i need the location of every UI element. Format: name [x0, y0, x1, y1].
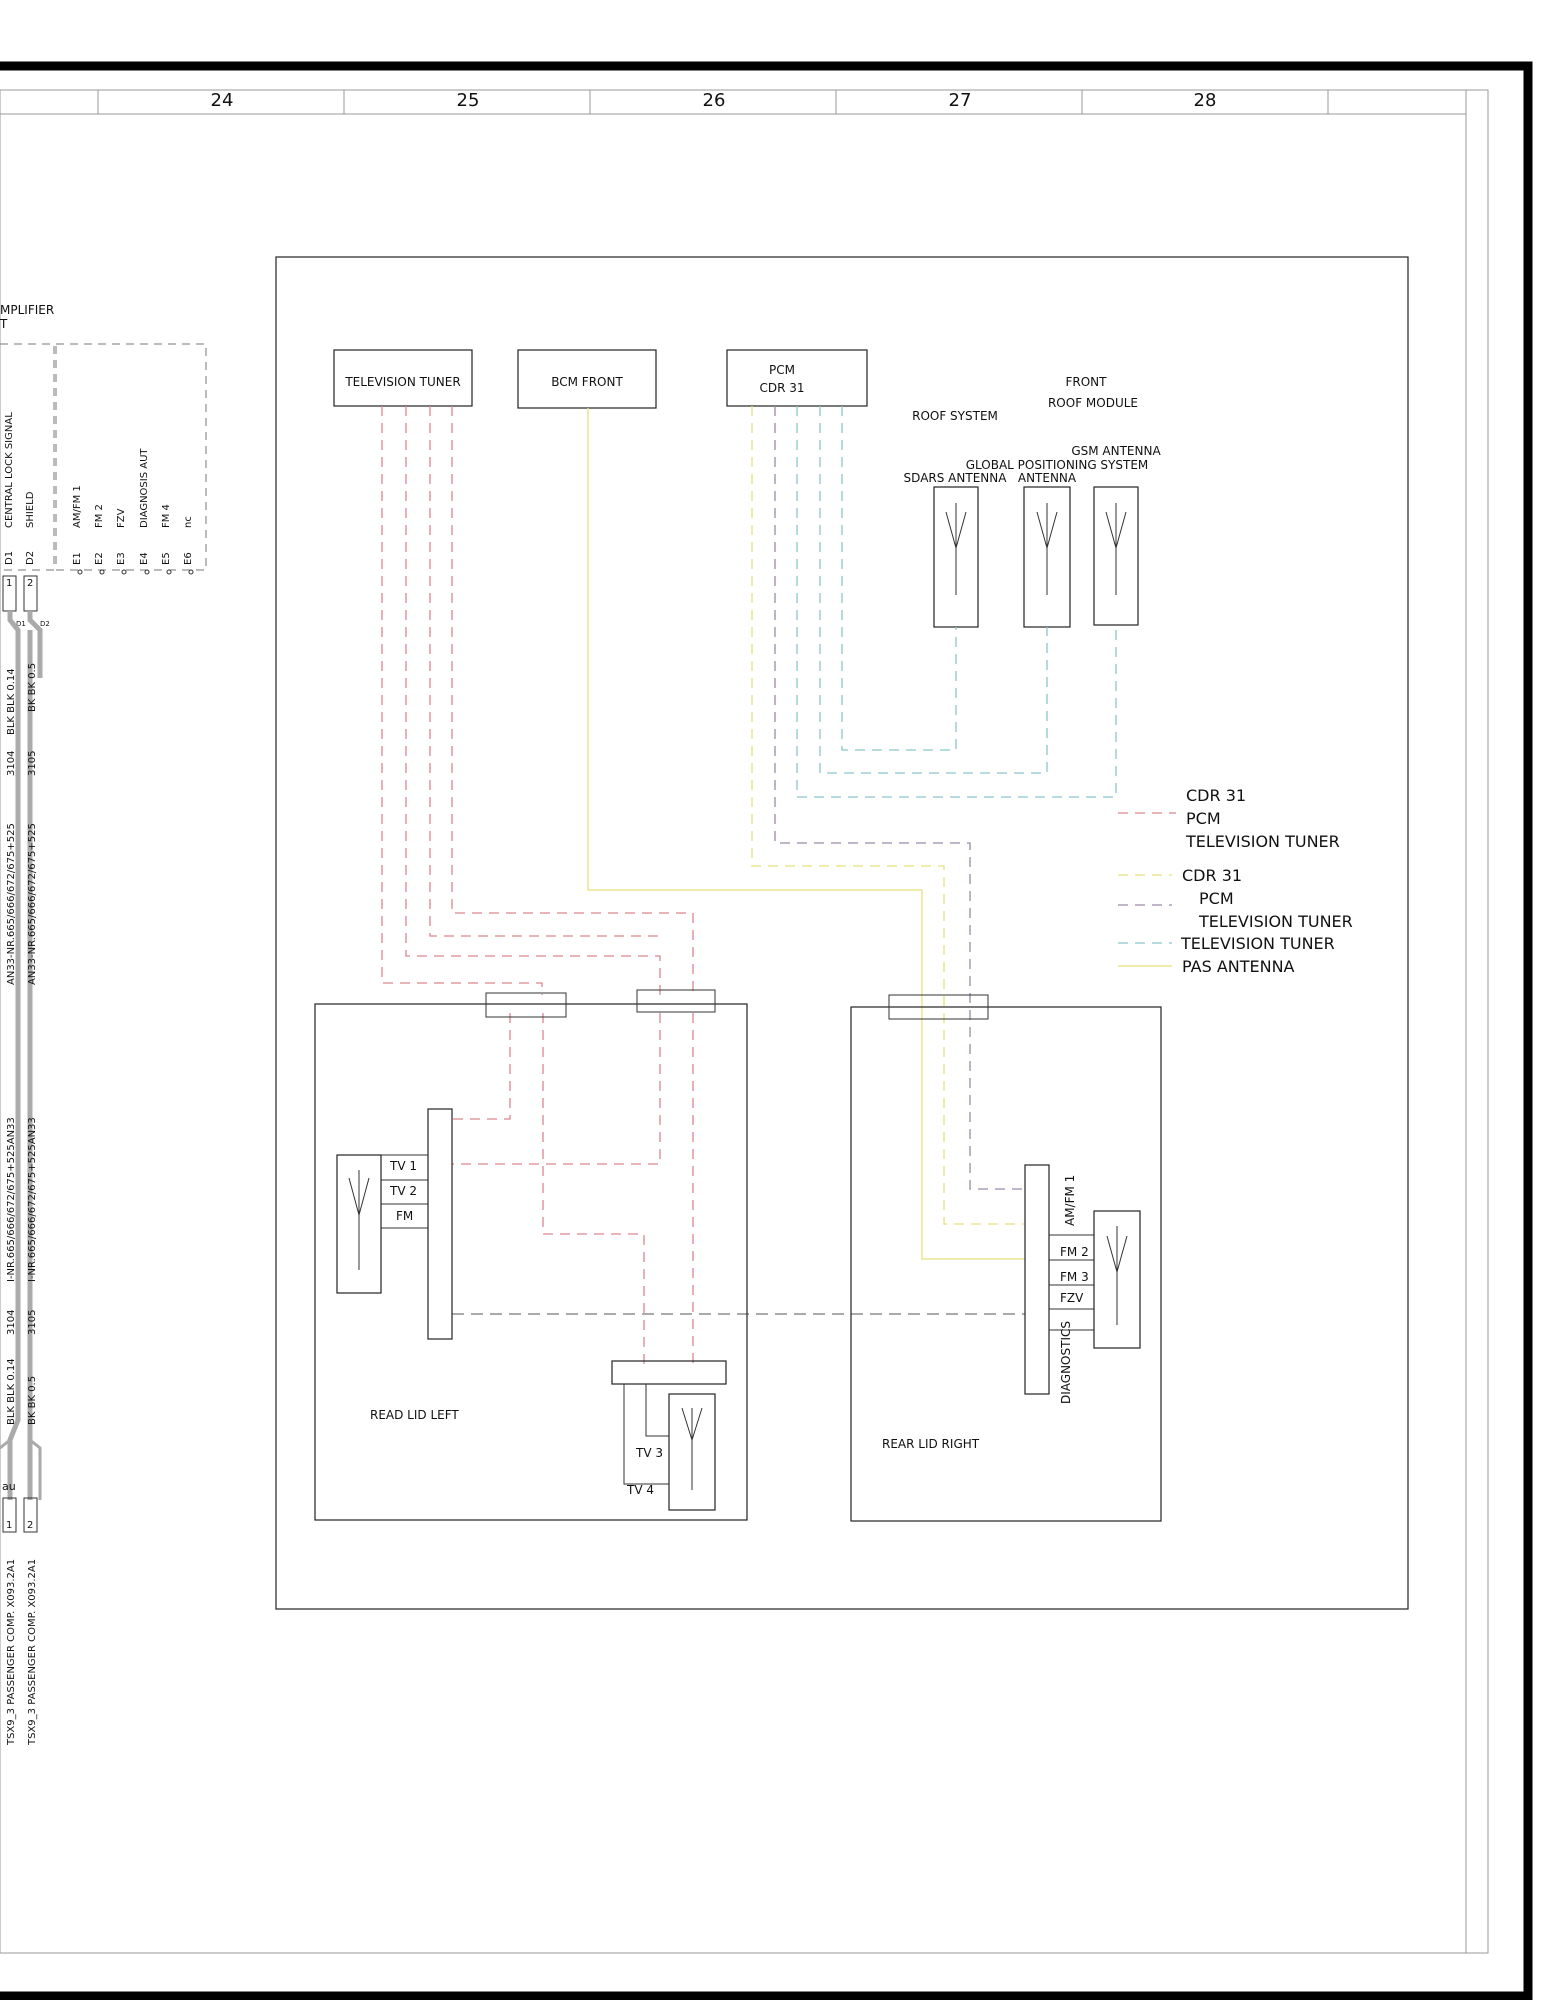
column-header	[98, 90, 1328, 114]
wire-2-num: 3105	[27, 750, 38, 776]
pin-e1	[72, 485, 83, 574]
inner-border	[0, 90, 1488, 1953]
pin-e2	[94, 504, 105, 574]
plug-bottom-label: au	[2, 1480, 16, 1493]
sdars-label: SDARS ANTENNA	[903, 471, 1007, 485]
svg-text:E6: E6	[183, 552, 194, 565]
rear-lid-right	[851, 995, 1161, 1521]
plug-top-2-label: 2	[27, 578, 34, 589]
svg-text:FM 2: FM 2	[94, 504, 105, 528]
roof-system-label: ROOF SYSTEM	[912, 409, 998, 423]
legend-3: TELEVISION TUNER	[1186, 832, 1340, 851]
roof-module-label: ROOF MODULE	[1047, 396, 1139, 410]
plug-bottom-2-label: 2	[27, 1520, 34, 1531]
bcm-front-label: BCM FRONT	[551, 375, 623, 389]
tv1-label: TV 1	[390, 1159, 417, 1173]
read-lid-left-label: READ LID LEFT	[370, 1408, 459, 1422]
wire-1-num: 3104	[6, 750, 17, 776]
amplifier-bar-left	[428, 1109, 452, 1339]
connector-left-1	[486, 993, 566, 1017]
pin-e5	[161, 504, 172, 574]
legend-4: CDR 31	[1182, 866, 1243, 885]
sdars-antenna	[934, 487, 978, 627]
am-fm1-label: AM/FM 1	[1063, 1174, 1077, 1226]
connector-label-2: TSX9_3 PASSENGER COMP. X093.2A1	[27, 1558, 38, 1745]
diagnostics-label: DIAGNOSTICS	[1059, 1321, 1073, 1404]
tv34-connector	[612, 1361, 726, 1384]
svg-text:E4: E4	[139, 552, 150, 565]
svg-text:DIAGNOSIS AUT: DIAGNOSIS AUT	[139, 448, 150, 528]
fm-label: FM	[396, 1209, 414, 1223]
television-tuner-label: TELEVISION TUNER	[345, 375, 461, 389]
svg-text:D2: D2	[25, 550, 36, 565]
gsm-antenna	[1094, 487, 1138, 625]
wire-2-num-b: 3105	[27, 1309, 38, 1335]
svg-text:E2: E2	[94, 552, 105, 565]
amplifier-panel	[0, 303, 206, 1746]
legend-8: PAS ANTENNA	[1182, 957, 1295, 976]
read-lid-left	[315, 990, 747, 1520]
wire-1-num-b: 3104	[6, 1309, 17, 1335]
fzv-label: FZV	[1060, 1291, 1084, 1305]
pin-e4	[139, 448, 150, 574]
television-tuner-box	[334, 350, 472, 406]
bcm-front-box	[518, 350, 656, 408]
pcm-label: PCM	[769, 363, 795, 377]
plug-top-1-label: 1	[6, 578, 13, 589]
connector-left-2	[637, 990, 715, 1012]
wire-1-harness-b: I-NR.665/666/672/675+525AN33	[6, 1117, 17, 1282]
column-24: 24	[210, 90, 234, 111]
connector-label-1: TSX9_3 PASSENGER COMP. X093.2A1	[6, 1558, 17, 1745]
front-label: FRONT	[1065, 375, 1107, 389]
legend-2: PCM	[1186, 809, 1221, 828]
pcm-box	[727, 350, 867, 406]
plug-sub-1: D1	[16, 620, 26, 628]
amplifier-bar-right	[1025, 1165, 1049, 1394]
wire-1-color: BLK BLK 0.14	[6, 668, 17, 735]
tv-tuner-wires	[382, 406, 693, 1364]
legend-7: TELEVISION TUNER	[1181, 934, 1335, 953]
wire-2-color: BK BK 0.5	[27, 662, 38, 712]
fm3-label: FM 3	[1060, 1270, 1089, 1284]
pin-d2	[25, 491, 36, 565]
gsm-antenna-label: GSM ANTENNA	[1071, 444, 1161, 458]
svg-text:D1: D1	[4, 550, 15, 565]
column-28: 28	[1193, 90, 1217, 111]
legend	[1118, 786, 1353, 976]
svg-text:AM/FM 1: AM/FM 1	[72, 485, 83, 528]
gps-antenna	[1024, 487, 1070, 627]
wire-1-harness: AN33-NR.665/666/672/675+525	[6, 823, 17, 985]
column-25: 25	[456, 90, 480, 111]
svg-text:E3: E3	[116, 552, 127, 565]
svg-text:E5: E5	[161, 552, 172, 565]
amplifier-title-2: T	[0, 317, 8, 331]
wire-2-harness: AN33-NR.665/666/672/675+525	[27, 823, 38, 985]
svg-text:CENTRAL LOCK SIGNAL: CENTRAL LOCK SIGNAL	[4, 412, 15, 528]
svg-text:E1: E1	[72, 552, 83, 565]
tv3-label: TV 3	[636, 1446, 663, 1460]
tv4-label: TV 4	[627, 1483, 654, 1497]
column-27: 27	[948, 90, 972, 111]
wire-2-harness-b: I-NR.665/666/672/675+525AN33	[27, 1117, 38, 1282]
rear-lid-right-label: REAR LID RIGHT	[882, 1437, 980, 1451]
legend-5: PCM	[1199, 889, 1234, 908]
svg-text:FM 4: FM 4	[161, 504, 172, 528]
pin-e3	[116, 508, 127, 574]
wire-1-color-b: BLK BLK 0.14	[6, 1358, 17, 1425]
svg-text:nc: nc	[183, 516, 194, 528]
cdr31-label: CDR 31	[759, 381, 805, 395]
legend-6: TELEVISION TUNER	[1199, 912, 1353, 931]
wire-2-color-b: BK BK 0.5	[27, 1375, 38, 1425]
svg-text:FZV: FZV	[116, 508, 127, 528]
pin-d1	[4, 412, 15, 565]
legend-1: CDR 31	[1186, 786, 1247, 805]
plug-sub-2: D2	[40, 620, 50, 628]
gps-label: GLOBAL POSITIONING SYSTEM	[965, 458, 1149, 472]
plug-bottom-1-label: 1	[6, 1520, 13, 1531]
gps-antenna-label: ANTENNA	[1017, 471, 1077, 485]
amplifier-title: MPLIFIER	[0, 303, 55, 317]
sheet-frame	[0, 66, 1528, 1996]
svg-text:SHIELD: SHIELD	[25, 491, 36, 528]
tv2-label: TV 2	[390, 1184, 417, 1198]
fm2-label: FM 2	[1060, 1245, 1089, 1259]
column-26: 26	[702, 90, 726, 111]
pin-e6	[183, 516, 194, 574]
